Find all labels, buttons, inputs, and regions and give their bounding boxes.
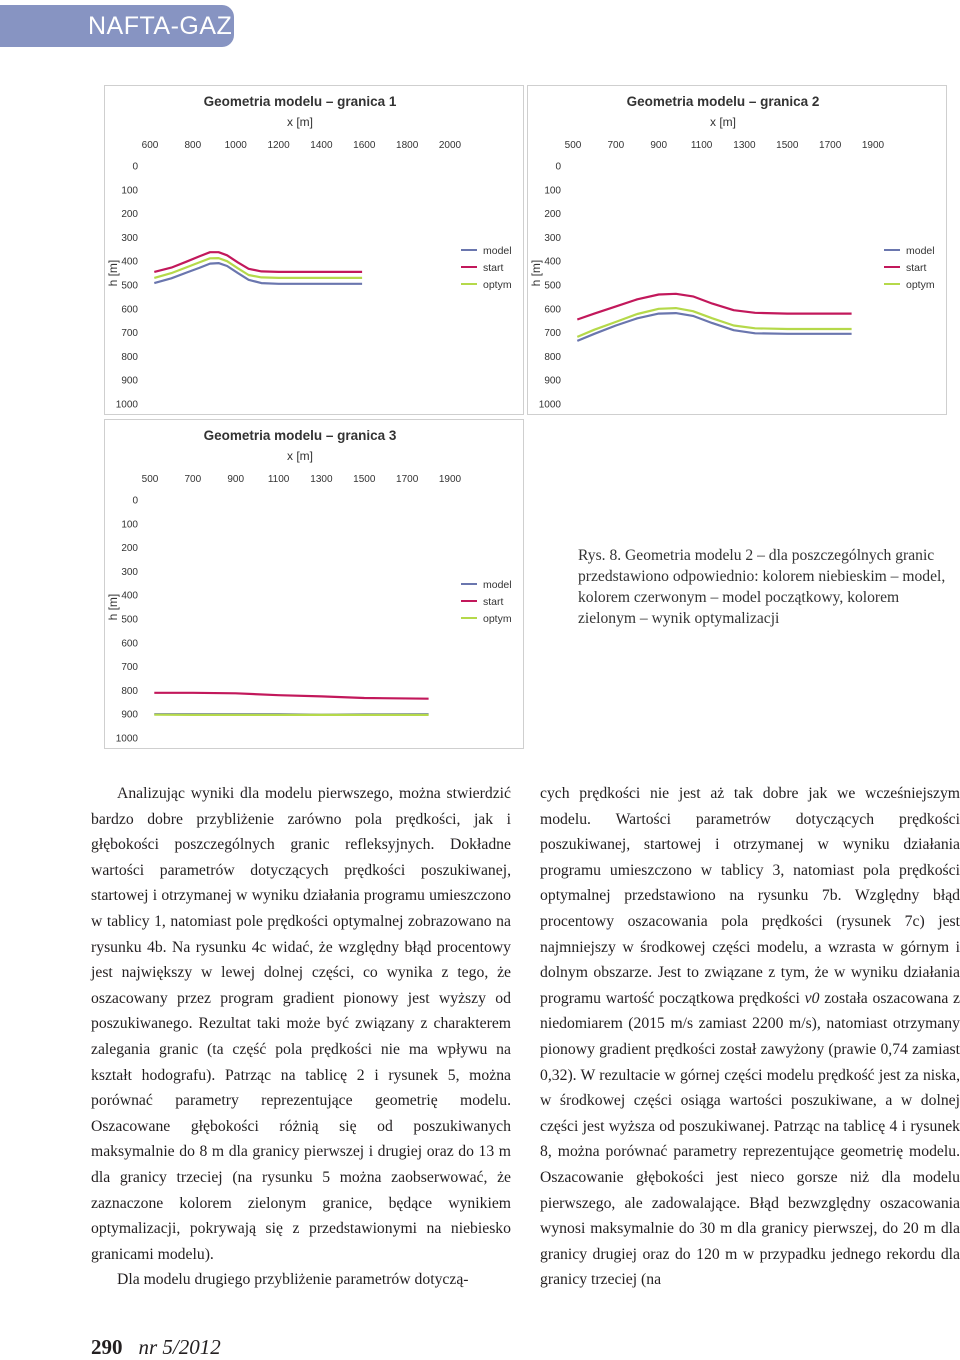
chart-title: Geometria modelu – granica 1: [203, 94, 397, 109]
y-tick-label: 800: [121, 351, 138, 363]
y-tick-label: 900: [121, 375, 138, 387]
y-tick-label: 100: [121, 519, 138, 531]
x-tick-label: 500: [141, 474, 159, 485]
legend-entry-start: start: [483, 262, 504, 274]
legend-entry-model: model: [483, 579, 512, 591]
y-tick-label: 500: [544, 280, 561, 292]
y-tick-label: 500: [121, 280, 138, 292]
x-tick-label: 1100: [690, 140, 713, 151]
x-tick-label: 1400: [310, 140, 333, 151]
y-tick-label: 0: [132, 161, 138, 173]
legend-entry-model: model: [906, 245, 935, 257]
y-tick-label: 300: [121, 566, 138, 578]
x-tick-label: 1200: [267, 140, 290, 151]
x-axis-label: x [m]: [287, 449, 313, 463]
y-tick-label: 700: [121, 662, 138, 674]
y-tick-label: 800: [121, 685, 138, 697]
x-axis-label: x [m]: [710, 115, 736, 129]
y-tick-label: 0: [555, 161, 561, 173]
y-tick-label: 400: [121, 590, 138, 602]
legend-entry-optym: optym: [483, 279, 512, 291]
y-tick-label: 400: [121, 256, 138, 268]
legend-entry-optym: optym: [483, 613, 512, 625]
x-axis-label: x [m]: [287, 115, 313, 129]
chart3-svg: [105, 420, 523, 748]
y-axis-label: h [m]: [106, 259, 120, 287]
y-tick-label: 600: [544, 304, 561, 316]
legend-entry-start: start: [483, 596, 504, 608]
x-tick-label: 1300: [310, 474, 333, 485]
journal-title: NAFTA-GAZ: [88, 12, 233, 40]
x-tick-label: 700: [184, 474, 202, 485]
x-tick-label: 700: [607, 140, 625, 151]
x-tick-label: 1500: [353, 474, 376, 485]
y-axis-label: h [m]: [106, 593, 120, 621]
x-tick-label: 1800: [396, 140, 419, 151]
page-number: 290: [91, 1335, 123, 1359]
chart1-svg: [105, 86, 523, 414]
y-tick-label: 600: [121, 304, 138, 316]
paragraph-right-1: [540, 781, 960, 1293]
series-line-start: [154, 693, 428, 699]
text-column-left: [91, 781, 511, 1293]
x-tick-label: 1700: [819, 140, 842, 151]
y-tick-label: 200: [544, 209, 561, 221]
x-tick-label: 900: [227, 474, 245, 485]
series-line-model: [577, 313, 851, 341]
chart-granica-3: [104, 419, 524, 749]
y-axis-label: h [m]: [529, 259, 543, 287]
x-tick-label: 600: [141, 140, 159, 151]
chart-granica-2: [527, 85, 947, 415]
series-line-model: [154, 263, 362, 284]
y-tick-label: 1000: [538, 399, 561, 411]
x-tick-label: 1900: [861, 140, 885, 151]
x-tick-label: 800: [184, 140, 202, 151]
symbol-v0: v0: [804, 989, 820, 1007]
x-tick-label: 500: [564, 140, 582, 151]
y-tick-label: 100: [544, 185, 561, 197]
legend-entry-model: model: [483, 245, 512, 257]
y-tick-label: 200: [121, 543, 138, 555]
y-tick-label: 400: [544, 256, 561, 268]
y-tick-label: 500: [121, 614, 138, 626]
y-tick-label: 300: [121, 232, 138, 244]
y-tick-label: 1000: [115, 733, 138, 745]
y-tick-label: 900: [121, 709, 138, 721]
x-tick-label: 1500: [776, 140, 799, 151]
chart2-svg: [528, 86, 946, 414]
issue-number: nr 5/2012: [138, 1335, 221, 1359]
x-tick-label: 2000: [438, 140, 462, 151]
y-tick-label: 600: [121, 638, 138, 650]
x-tick-label: 1000: [224, 140, 247, 151]
x-tick-label: 1900: [438, 474, 462, 485]
y-tick-label: 900: [544, 375, 561, 387]
page-footer: [91, 1334, 221, 1360]
legend-entry-optym: optym: [906, 279, 935, 291]
paragraph-left-1: Analizując wyniki dla modelu pierwszego, można stwierdzić bardzo dobre przybliżenie zarówno pola prędkości, jak i głębokości poszczególnych granic refleksyjnych. Dokładne wartości parametrów dotyczących prędkości poszukiwanej, startowej i otrzymanej w wyniku działania programu umieszczono w tablicy 1, natomiast pole prędkości optymalnej zobrazowano na rysunku 4b. Na rysunku 4c widać, że względny błąd procentowy jest największy w lewej dolnej części, co wynika z tego, że oszacowany przez program gradient pionowy jest wyższy od poszukiwanego. Rezultat taki może być związany z charakterem zalegania granic (ta część pola prędkości nie ma wpływu na kształt hodografu). Patrząc na tablicę 2 i rysunek 5, można porównać parametry reprezentujące geometrię modelu. Oszacowane głębokości różnią się od poszukiwanych maksymalnie do 8 m dla granicy pierwszej i drugiej oraz do 13 m dla granicy trzeciej (na rysunku 5 można zaobserwować, że zaznaczone kolorem zielonym granice, będące wynikiem optymalizacji, pokrywają się z przedstawionymi na niebiesko granicami modelu).: [91, 785, 511, 1263]
series-line-start: [154, 252, 362, 272]
journal-header-bar: [0, 5, 234, 47]
legend-entry-start: start: [906, 262, 927, 274]
chart-title: Geometria modelu – granica 3: [203, 428, 397, 443]
y-tick-label: 0: [132, 495, 138, 507]
y-tick-label: 100: [121, 185, 138, 197]
y-tick-label: 300: [544, 232, 561, 244]
x-tick-label: 1600: [353, 140, 376, 151]
y-tick-label: 800: [544, 351, 561, 363]
y-tick-label: 200: [121, 209, 138, 221]
text-column-right: [540, 781, 960, 1293]
chart-title: Geometria modelu – granica 2: [626, 94, 820, 109]
x-tick-label: 1700: [396, 474, 419, 485]
chart-granica-1: [104, 85, 524, 415]
paragraph-left-2: Dla modelu drugiego przybliżenie parametrów dotyczą-: [117, 1271, 469, 1289]
figure-caption: Rys. 8. Geometria modelu 2 – dla poszczególnych granic przedstawiono odpowiednio: kolorem niebieskim – model, kolorem czerwonym – model początkowy, kolorem zielonym – wynik optymalizacji: [578, 547, 946, 627]
paragraph-right-1b: została oszacowana z niedomiarem (2015 m/s zamiast 2200 m/s), natomiast otrzymany pionowy gradient prędkości został zawyżony (prawie 0,74 zamiast 0,32). W rezultacie w górnej części modelu prędkość jest za niska, w środkowej części osiąga wartości poszukiwane, a w dolnej części jest wyższa od poszukiwanej. Patrząc na tablicę 4 i rysunek 8, można porównać parametry reprezentujące geometrię modelu. Oszacowanie głębokości jest nieco gorsze niż dla modelu pierwszego, ale zadowalające. Błąd bezwzględny oszacowania wynosi maksymalnie do 30 m dla granicy pierwszej, do 20 m dla granicy drugiej oraz do 120 m w przypadku jednego rekordu dla granicy trzeciej (na: [540, 989, 960, 1289]
y-tick-label: 700: [121, 328, 138, 340]
series-line-optym: [577, 308, 851, 337]
paragraph-right-1a: cych prędkości nie jest aż tak dobre jak we wcześniejszym modelu. Wartości parametrów dotyczących prędkości poszukiwanej, startowej i otrzymanej w wyniku działania programu umieszczono w tablicy 3, natomiast pola prędkości optymalnej przedstawiono na rysunku 7b. Względny błąd procentowy oszacowania pola prędkości (rysunek 7c) jest najmniejszy w środkowej części modelu, a wzrasta w górnym i dolnym obszarze. Jest to związane z tym, że w wyniku działania programu wartość początkowa prędkości: [540, 785, 960, 1007]
x-tick-label: 1100: [267, 474, 290, 485]
x-tick-label: 1300: [733, 140, 756, 151]
y-tick-label: 1000: [115, 399, 138, 411]
series-line-start: [577, 294, 851, 320]
y-tick-label: 700: [544, 328, 561, 340]
x-tick-label: 900: [650, 140, 668, 151]
